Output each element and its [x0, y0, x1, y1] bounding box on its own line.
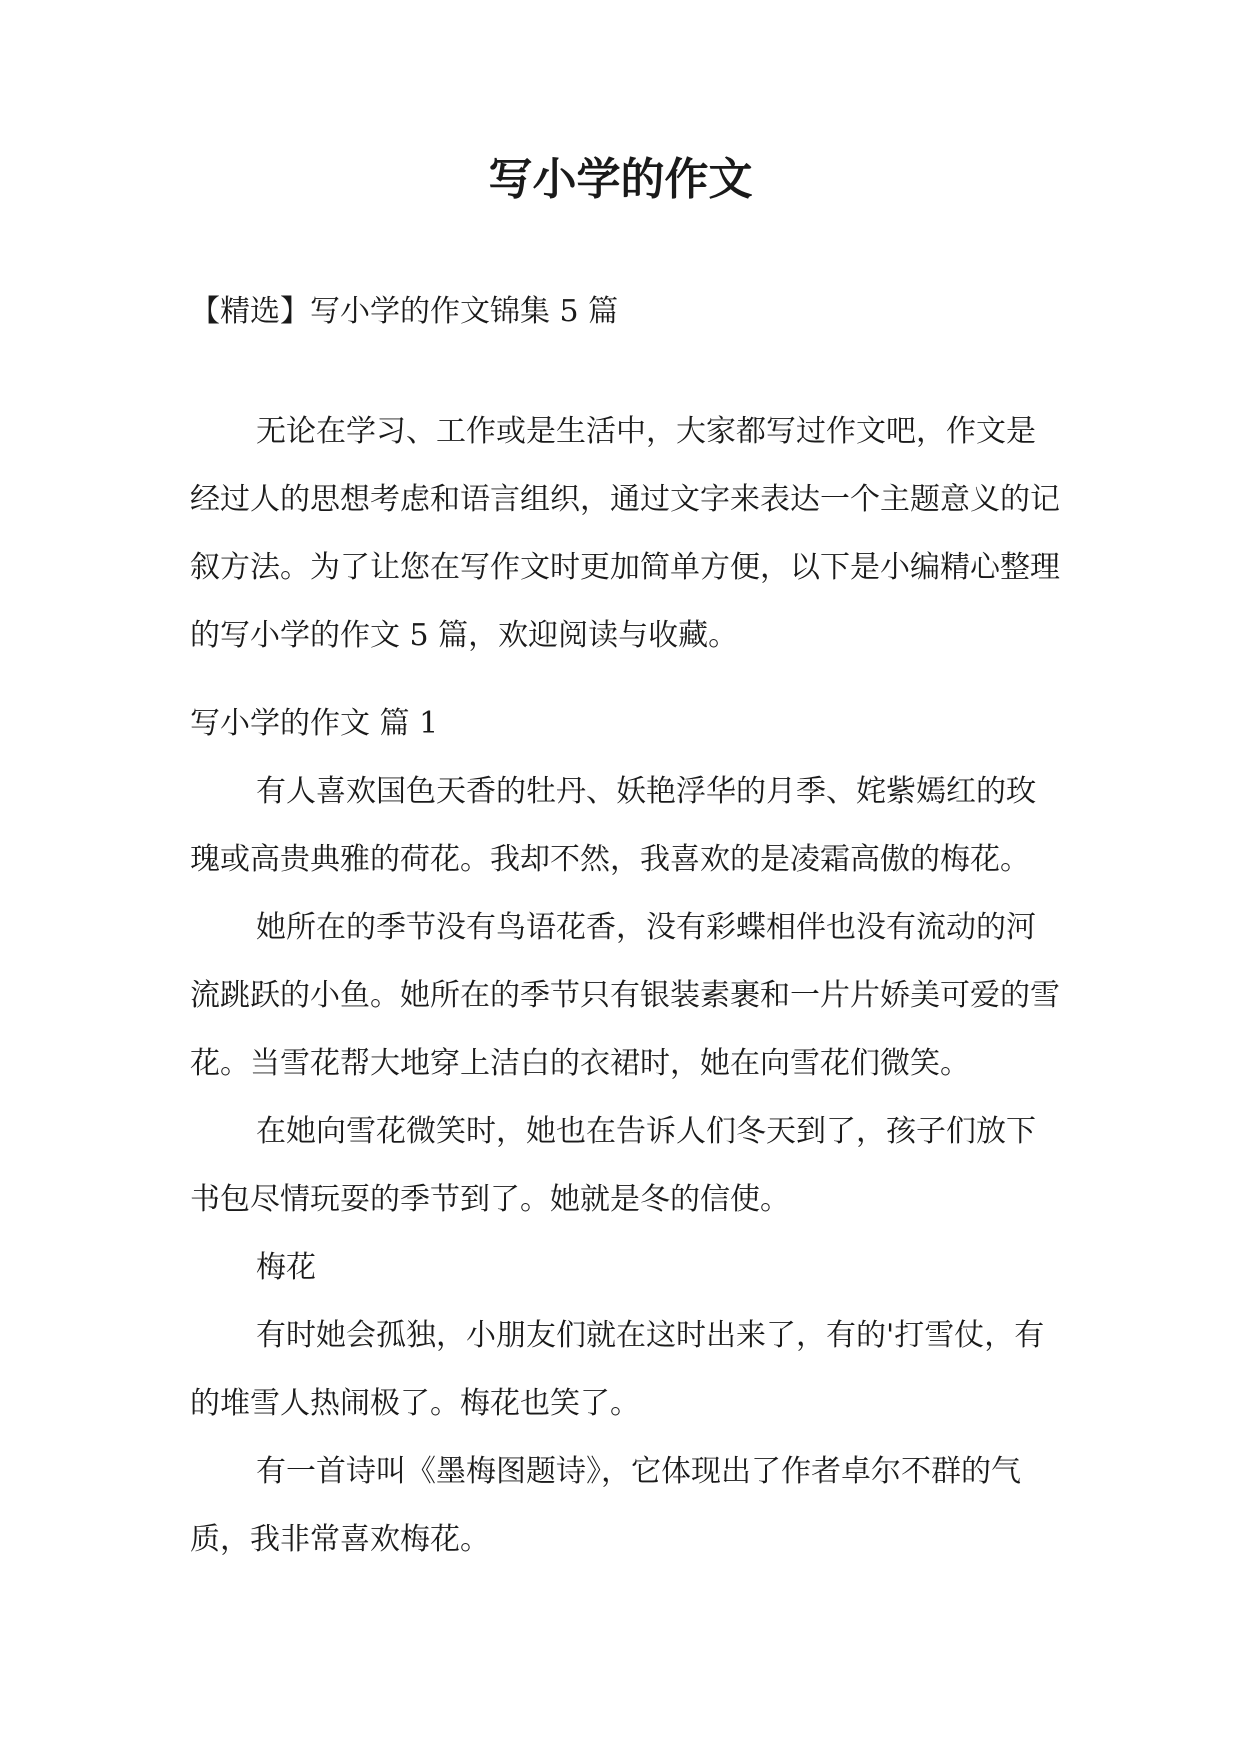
article-paragraph-1: 有人喜欢国色天香的牡丹、妖艳浮华的月季、姹紫嫣红的玫瑰或高贵典雅的荷花。我却不然，我喜欢的是凌霜高傲的梅花。 [190, 774, 1036, 877]
article-paragraph-6: 有一首诗叫《墨梅图题诗》，它体现出了作者卓尔不群的气质，我非常喜欢梅花。 [190, 1454, 1021, 1557]
article-paragraph-4: 梅花 [256, 1250, 316, 1285]
article-paragraph-5: 有时她会孤独，小朋友们就在这时出来了，有的'打雪仗，有的堆雪人热闹极了。梅花也笑了。 [190, 1318, 1045, 1421]
article-heading: 写小学的作文 篇 1 [190, 706, 439, 741]
document-title: 写小学的作文 [488, 154, 753, 205]
article-paragraph-2: 她所在的季节没有鸟语花香，没有彩蝶相伴也没有流动的河流跳跃的小鱼。她所在的季节只有银装素裹和一片片娇美可爱的雪花。当雪花帮大地穿上洁白的衣裙时，她在向雪花们微笑。 [190, 910, 1060, 1081]
document-subtitle: 【精选】写小学的作文锦集 5 篇 [190, 294, 619, 329]
intro-section [190, 398, 1060, 670]
article-paragraph-3: 在她向雪花微笑时，她也在告诉人们冬天到了，孩子们放下书包尽情玩耍的季节到了。她就是冬的信使。 [190, 1114, 1036, 1217]
article-section [190, 690, 1060, 1574]
intro-paragraph: 无论在学习、工作或是生活中，大家都写过作文吧，作文是经过人的思想考虑和语言组织，通过文字来表达一个主题意义的记叙方法。为了让您在写作文时更加简单方便，以下是小编精心整理的写小学的作文 5 篇，欢迎阅读与收藏。 [190, 414, 1060, 653]
